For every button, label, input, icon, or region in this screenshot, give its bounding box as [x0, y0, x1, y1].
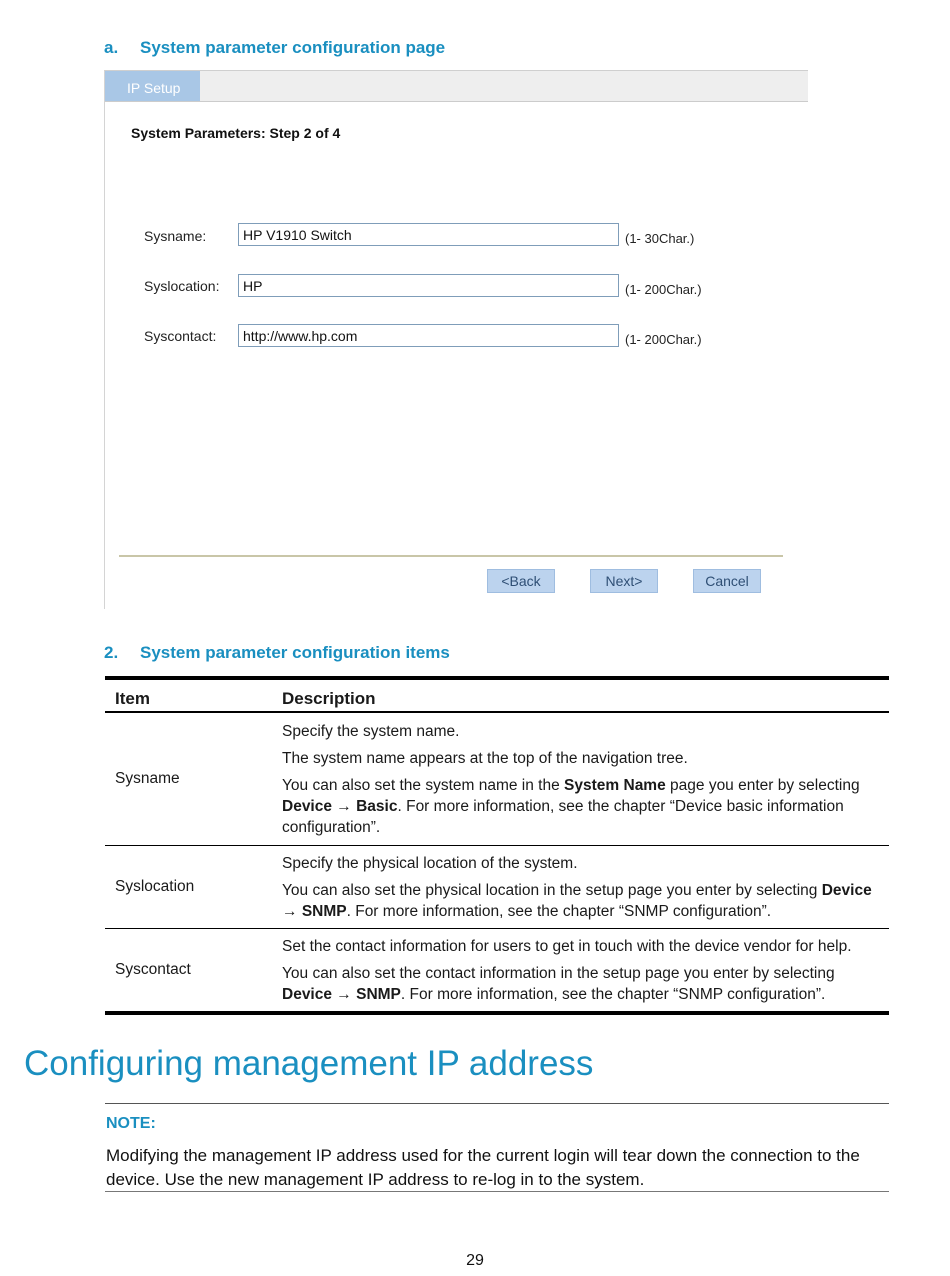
note-text: Modifying the management IP address used for the current login will tear down the connection to the device. Use the new management IP address to re-log in to the system.	[106, 1146, 860, 1189]
text-span: You can also set the physical location in the setup page you enter by selecting	[282, 881, 822, 899]
arrow: →	[282, 902, 302, 920]
syslocation-input[interactable]	[238, 274, 619, 297]
menu-path-basic: Basic	[356, 797, 398, 815]
syscontact-label: Syscontact:	[144, 328, 217, 344]
description-paragraph	[282, 880, 881, 922]
figure-caption	[104, 38, 445, 58]
table-row	[105, 712, 889, 845]
description-paragraph	[282, 775, 881, 838]
table-row	[105, 928, 889, 1013]
description-paragraph	[282, 963, 881, 1005]
syscontact-hint: (1- 200Char.)	[625, 332, 702, 347]
row-description	[282, 845, 889, 928]
text-span: You can also set the system name in the	[282, 776, 565, 794]
note-box	[105, 1103, 889, 1192]
section-title: Configuring management IP address	[24, 1044, 594, 1083]
header-description: Description	[282, 689, 376, 708]
next-button[interactable]: Next>	[590, 569, 658, 593]
table-header-row	[105, 678, 889, 712]
syslocation-label: Syslocation:	[144, 278, 220, 294]
table-row	[105, 845, 889, 928]
arrow: →	[331, 797, 357, 815]
table-caption-number: 2.	[104, 643, 119, 662]
cancel-button[interactable]: Cancel	[693, 569, 761, 593]
sysname-input[interactable]	[238, 223, 619, 246]
sysname-label: Sysname:	[144, 228, 207, 244]
header-item: Item	[115, 689, 150, 708]
config-items-table	[105, 676, 889, 1015]
description-paragraph: Specify the physical location of the system.	[282, 854, 578, 872]
description-paragraph: The system name appears at the top of the navigation tree.	[282, 749, 688, 767]
menu-path-snmp: SNMP	[301, 902, 347, 920]
menu-path-snmp: SNMP	[356, 985, 401, 1003]
table-caption-text: System parameter configuration items	[140, 643, 450, 662]
back-button[interactable]: <Back	[487, 569, 555, 593]
syslocation-hint: (1- 200Char.)	[625, 282, 702, 297]
menu-path-device: Device	[282, 985, 332, 1003]
text-span: You can also set the contact information in the setup page you enter by selecting	[282, 964, 835, 982]
description-paragraph: Specify the system name.	[282, 722, 460, 740]
ip-setup-screenshot	[104, 70, 808, 609]
row-description	[282, 928, 889, 1013]
menu-name: System Name	[564, 776, 666, 794]
row-item: Sysname	[115, 769, 180, 787]
menu-path-device: Device	[821, 881, 872, 899]
description-paragraph: Set the contact information for users to get in touch with the device vendor for help.	[282, 937, 852, 955]
arrow: →	[331, 985, 357, 1003]
form-divider	[119, 555, 783, 557]
text-span: . For more information, see the chapter “SNMP configuration”.	[400, 985, 826, 1003]
step-title: System Parameters: Step 2 of 4	[131, 125, 341, 141]
row-item: Syscontact	[115, 960, 191, 978]
syscontact-input[interactable]	[238, 324, 619, 347]
note-label: NOTE:	[106, 1115, 156, 1132]
table-caption	[104, 643, 450, 663]
tab-bar	[105, 71, 808, 102]
text-span: page you enter by selecting	[665, 776, 860, 794]
sysname-hint: (1- 30Char.)	[625, 231, 695, 246]
text-span: . For more information, see the chapter “Device basic information configuration”.	[282, 797, 844, 836]
figure-caption-text: System parameter configuration page	[140, 38, 446, 57]
page-number: 29	[466, 1252, 484, 1269]
text-span: . For more information, see the chapter “SNMP configuration”.	[346, 902, 772, 920]
row-item: Syslocation	[115, 877, 195, 895]
figure-caption-number: a.	[104, 38, 119, 57]
menu-path-device: Device	[282, 797, 332, 815]
tab-ip-setup[interactable]: IP Setup	[105, 71, 200, 101]
row-description	[282, 712, 889, 845]
